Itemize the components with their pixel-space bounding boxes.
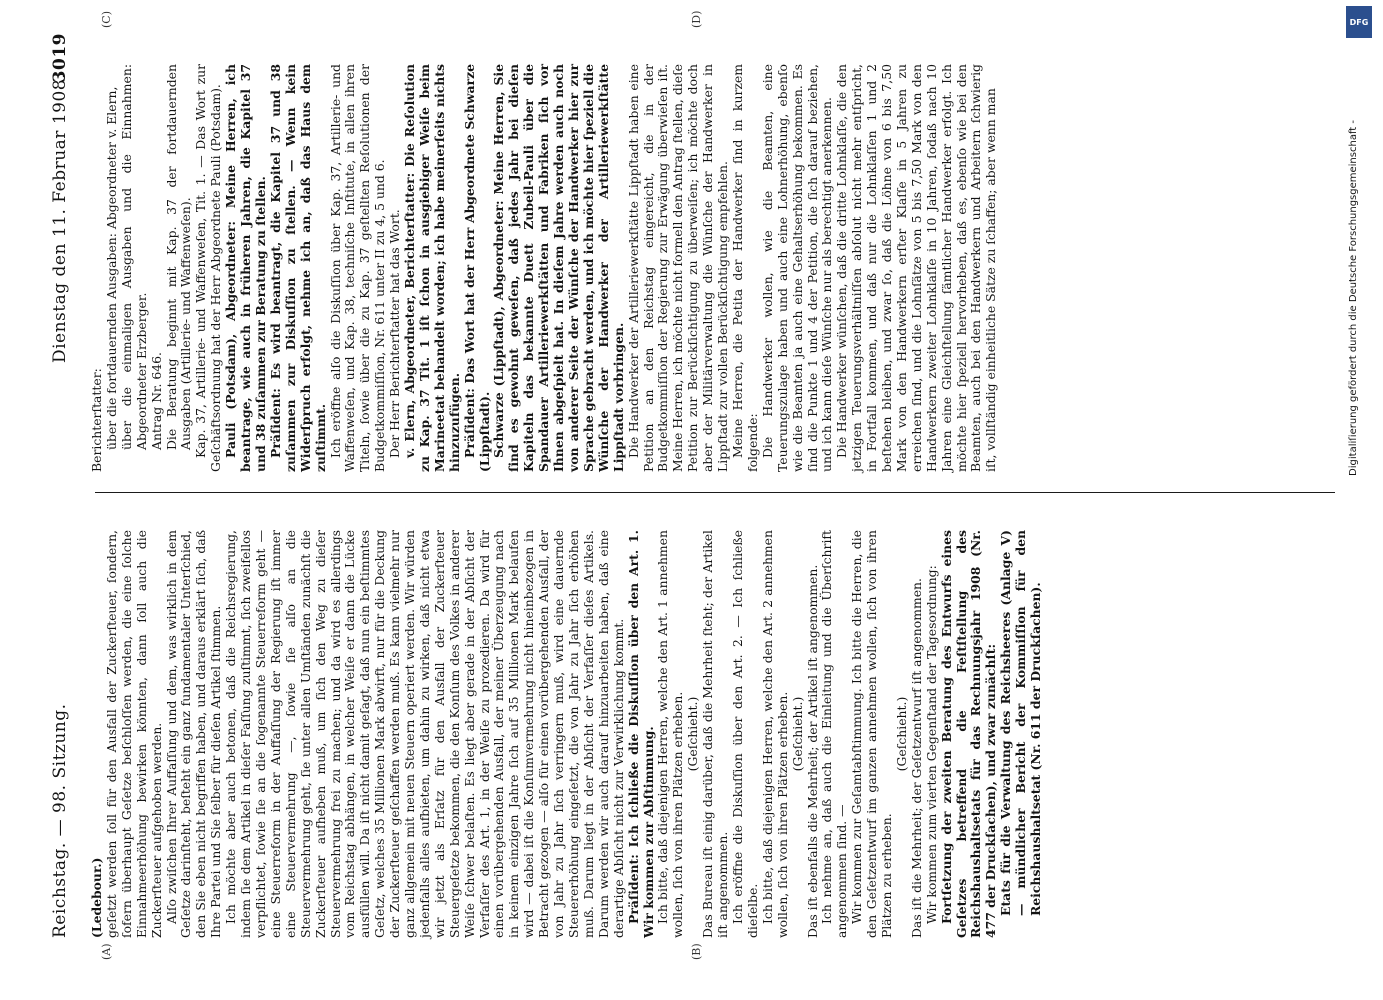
dfg-logo: DFG [1346, 6, 1372, 38]
right-paragraph: v. Elern, Abgeordneter, Berichterſtatter: Die Reſolution zu Kap. 37 Tit. 1 iſt ſchon in ausgiebiger Weiſe beim Marineetat behandelt worden; ich habe meinerſeits nichts hinzuzufügen. [402, 64, 462, 472]
right-paragraph: Pauli (Potsdam), Abgeordneter: Meine Herren, ich beantrage, wie auch in früheren Jahren, die Kapitel 37 und 38 zuſammen zur Beratung zu ſtellen. [223, 64, 268, 472]
right-paragraph: Ich eröffne alſo die Diskuſſion über Kap. 37, Artillerie- und Waffenweſen, und Kap. 38, techniſche Inſtitute, in allen ihren Titeln, ſowie über die zu Kap. 37 geſtellten Reſolutionen der Budgetkommiſſion, Nr. 611 unter II zu 4, 5 und 6. [327, 64, 388, 472]
column-divider [95, 492, 1335, 493]
right-paragraph: Meine Herren, die Petita der Handwerker ſind in kurzem folgende: [729, 64, 760, 472]
page-number: 3019 [50, 33, 70, 83]
right-paragraph: Die Handwerker wünſchen, daß die dritte Lohnklaſſe, die den jetzigen Teuerungsverhältniſſen abſolut nicht mehr entſpricht, in Fortfall kommen, und daß nur die Lohnklaſſen 1 und 2 beſtehen bleiben, und zwar ſo, daß die Löhne von 6 bis 7,50 Mark von den Handwerkern erſter Klaſſe in 5 Jahren zu erreichen ſind, und die Lohnſätze von 5 bis 7,50 Mark von den Handwerkern zweiter Lohnklaſſe in 10 Jahren, ſodaß nach 10 Jahren eine Gleichſtellung ſämtlicher Handwerker erfolgt. Ich möchte hier ſpeziell hervorheben, daß es, ebenſo wie bei den Beamten, auch bei den Handwerkern und Arbeitern ſchwierig iſt, vollſtändig einheitliche Sätze zu ſchaffen; aber wenn man [834, 64, 999, 472]
margin-mark-b: (B) [690, 943, 703, 960]
left-paragraph: (Geſchieht.) [685, 696, 701, 772]
left-paragraph: Präſident: Ich ſchließe die Diskuſſion über den Art. 1. Wir kommen zur Abſtimmung. [625, 530, 656, 938]
left-paragraph: Ich nehme an, daß auch die Einleitung und die Überſchrift angenommen ſind. — [819, 530, 850, 938]
left-paragraph: (Ledebour.) [89, 857, 104, 938]
left-paragraph: (Geſchieht.) [893, 696, 909, 772]
right-paragraph: Antrag Nr. 646. [148, 352, 164, 450]
margin-mark-c: (C) [100, 11, 113, 28]
right-paragraph: Präſident: Das Wort hat der Herr Abgeordnete Schwarze (Lippſtadt). [461, 64, 492, 472]
margin-mark-a: (A) [100, 943, 113, 960]
margin-mark-d: (D) [690, 10, 703, 28]
header-left: Reichstag. — 98. Sitzung. [50, 703, 70, 938]
left-paragraph: Das iſt ebenfalls die Mehrheit; der Artikel iſt angenommen. [804, 564, 820, 938]
left-paragraph: Alſo zwiſchen Ihrer Auffaſſung und dem, was wirklich in dem Geſetze darinſteht, beſteht ein ganz fundamentaler Unterſchied, den Sie eben nicht begriffen haben, und daraus erklärt ſich, daß Ihre Partei und Sie ſelber für dieſen Artikel ſtimmen. [163, 530, 224, 938]
header-date: Dienstag den 11. Februar 1908. [50, 73, 70, 364]
left-column [90, 530, 1305, 938]
left-paragraph: (Geſchieht.) [789, 696, 805, 772]
right-paragraph: Präſident: Es wird beantragt, die Kapitel 37 und 38 zuſammen zur Diskuſſion zu ſtellen. — Wenn kein Widerſpruch erfolgt, nehme ich an, daß das Haus dem zuſtimmt. [267, 64, 328, 472]
left-paragraph: Ich bitte, daß diejenigen Herren, welche den Art. 1 annehmen wollen, ſich von ihren Plätzen erheben. [655, 530, 686, 938]
left-paragraph: Fortſetzung der zweiten Beratung des Entwurfs eines Geſetzes betreffend die Feſtſtellung des Reichshaushaltsetats für das Rechnungsjahr 1908 (Nr. 477 der Druckſachen), und zwar zunächſt: [938, 530, 999, 938]
left-paragraph: Wir kommen zum vierten Gegenſtand der Tagesordnung: [923, 565, 939, 924]
right-paragraph: über die einmaligen Ausgaben und die Einnahmen: Abgeordneter Erzberger. [118, 64, 149, 450]
left-paragraph: Ich bitte, daß diejenigen Herren, welche den Art. 2 annehmen wollen, ſich von ihren Plätzen erheben. [759, 530, 790, 938]
left-paragraph: geſetzt werden ſoll für den Ausfall der Zuckerſteuer, ſondern, ſofern überhaupt Geſetze beſchloſſen werden, die eine ſolche Einnahmeerhöhung bewirken könnten, dann ſoll auch die Zuckerſteuer aufgehoben werden. [103, 530, 164, 938]
left-paragraph: Ich möchte aber auch betonen, daß die Reichsregierung, indem ſie dem Artikel in dieſer Faſſung zuſtimmt, ſich zweifellos verpflichtet, ſowie ſie an die ſogenannte Steuerreform geht — eine Steuerreform in der Auffaſſung der Regierung iſt immer eine Steuervermehrung —, ſowie ſie alſo an die Steuervermehrung geht, ſie unter allen Umſtänden zunächſt die Zuckerſteuer aufheben muß, um ſich den Weg zu dieſer Steuervermehrung frei zu machen; und da wird es allerdings vom Reichstag abhängen, in welcher Weiſe er dann die Lücke ausfüllen will. Da iſt nicht damit geſagt, daß nun ein beſtimmtes Geſetz, welches 35 Millionen Mark abwirft, nur für die Deckung der Zuckerſteuer geſchaffen werden muß. Es kann vielmehr nur ganz allgemein mit neuen Steuern operiert werden. Wir würden jedenfalls alles aufbieten, um dahin zu wirken, daß nicht etwa wir jetzt als Erſatz für den Ausfall der Zuckerſteuer Steuergeſetze bekommen, die den Konſum des Volkes in anderer Weiſe ſchwer belaſten. Es liegt aber gerade in der Abſicht der Verfaſſer des Art. 1, in der Weiſe zu prozedieren. Da wird für einen vorübergehenden Ausfall, der meiner Überzeugung nach in keinem einzigen Jahre ſich auf 35 Millionen Mark belaufen wird — dabei iſt die Konſumvermehrung nicht hineinbezogen in Betracht gezogen — alſo für einen vorübergehenden Ausfall, der von Jahr zu Jahr ſich verringern muß, wird eine dauernde Steuererhöhung eingeſetzt, die von Jahr zu Jahr ſich erhöhen muß. Darum liegt in der Abſicht der Verfaſſer dieſes Artikels. Darum werden wir auch darauf hinzuarbeiten haben, daß eine derartige Abſicht nicht zur Verwirklichung kommt. [223, 530, 626, 938]
right-paragraph: Die Handwerker wollen, wie die Beamten, eine Teuerungszulage haben und auch eine Lohnerhöhung, ebenſo wie die Beamten ja auch eine Gehaltserhöhung bekommen. Es ſind die Punkte 1 und 4 der Petition, die ſich darauf beziehen, und ich kann dieſe Wünſche nur als berechtigt anerkennen. [759, 64, 835, 472]
left-paragraph: Ich eröffne die Diskuſſion über den Art. 2. — Ich ſchließe dieſelbe. [729, 530, 760, 938]
right-paragraph: Die Beratung beginnt mit Kap. 37 der fortdauernden Ausgaben (Artillerie- und Waffenweſen). [163, 64, 194, 450]
left-paragraph: Das Bureau iſt einig darüber, daß die Mehrheit ſteht; der Artikel iſt angenommen. [700, 530, 731, 938]
right-paragraph: über die fortdauernden Ausgaben: Abgeordneter v. Elern, [103, 86, 119, 450]
left-paragraph: Etats für die Verwaltung des Reichsheeres (Anlage V) — mündlicher Bericht der Kommiſſion für den Reichshaushaltsetat (Nr. 611 der Druckſachen). [998, 530, 1044, 916]
right-column [90, 64, 1305, 472]
digitization-note: Digitaliſierung gefördert durch die Deutsche Forschungsgemeinschaft - [1348, 120, 1359, 476]
right-paragraph: Die Handwerker der Artilleriewerkſtätte Lippſtadt haben eine Petition an den Reichstag eingereicht, die in der Budgetkommiſſion der Regierung zur Erwägung überwieſen iſt. Meine Herren, ich möchte nicht formell den Antrag ſtellen, dieſe Petition zur Berückſichtigung zu überweiſen; ich möchte doch aber der Militärverwaltung die Wünſche der Handwerker in Lippſtadt zur vollen Berückſichtigung empfehlen. [625, 64, 731, 472]
left-paragraph: Das iſt die Mehrheit; der Geſetzentwurf iſt angenommen. [908, 578, 924, 938]
left-paragraph: Wir kommen zur Geſamtabſtimmung. Ich bitte die Herren, die den Geſetzentwurf im ganzen annehmen wollen, ſich von ihren Plätzen zu erheben. [849, 530, 895, 938]
page-header [50, 33, 80, 938]
right-paragraph: Kap. 37, Artillerie- und Waffenweſen, Tit. 1. — Das Wort zur Geſchäftsordnung hat der Herr Abgeordnete Pauli (Potsdam). [193, 64, 224, 472]
right-paragraph: Schwarze (Lippſtadt), Abgeordneter: Meine Herren, Sie ſind es gewohnt geweſen, daß jedes Jahr bei dieſen Kapiteln das bekannte Duett Zubeil-Pauli über die Spandauer Artilleriewerkſtätten und Fabriken ſich vor Ihnen abgeſpielt hat. In dieſem Jahre werden auch noch von anderer Seite der Wünſche der Handwerker hier zur Sprache gebracht werden, und ich möchte hier ſpeziell die Wünſche der Handwerker der Artilleriewerkſtätte Lippſtadt vorbringen. [491, 64, 626, 472]
right-paragraph: Der Herr Berichterſtatter hat das Wort. [387, 209, 403, 458]
right-paragraph: Berichterſtatter: [89, 368, 104, 472]
